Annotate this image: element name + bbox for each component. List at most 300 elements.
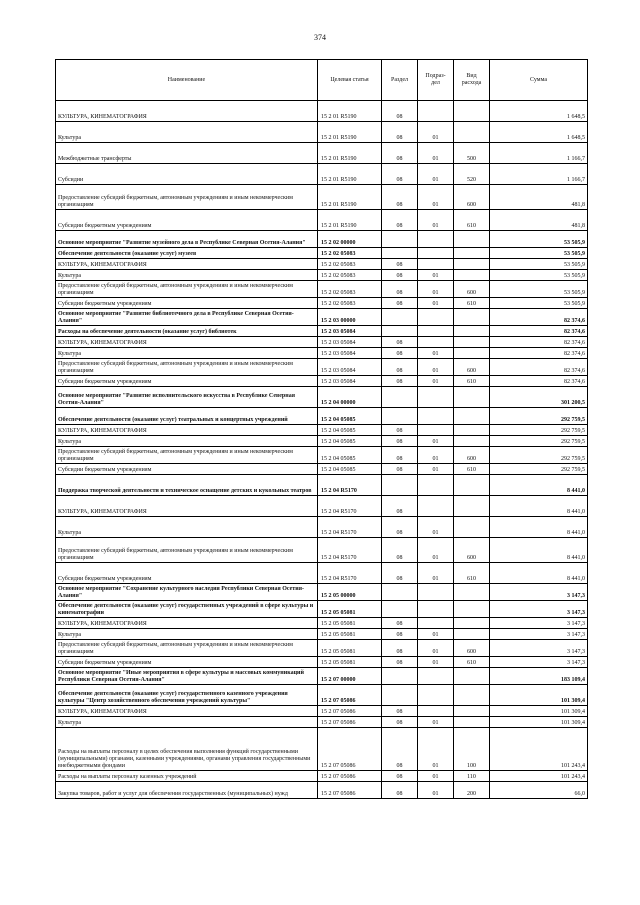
row-name-cell: КУЛЬТУРА, КИНЕМАТОГРАФИЯ [56,425,318,436]
row-target-cell: 15 2 03 00000 [318,309,382,326]
table-row [56,706,588,717]
row-section-cell: 08 [382,425,418,436]
row-section-cell [382,685,418,706]
row-expense-type-cell [454,337,490,348]
row-sum-cell: 292 759,5 [490,447,588,464]
row-expense-type-cell [454,668,490,685]
row-section-cell [382,668,418,685]
row-expense-type-cell [454,629,490,640]
table-row [56,629,588,640]
row-expense-type-cell [454,387,490,408]
row-sum-cell: 3 147,3 [490,618,588,629]
row-target-cell: 15 2 05 05081 [318,618,382,629]
row-target-cell: 15 2 01 R5190 [318,210,382,231]
row-sum-cell: 53 505,9 [490,259,588,270]
table-row [56,436,588,447]
row-sum-cell: 3 147,3 [490,629,588,640]
table-row [56,538,588,563]
row-name-cell: Культура [56,122,318,143]
row-section-cell: 08 [382,618,418,629]
row-name-cell: Культура [56,717,318,728]
table-row [56,143,588,164]
table-row [56,685,588,706]
row-target-cell: 15 2 07 05086 [318,771,382,782]
row-section-cell: 08 [382,101,418,122]
row-name-cell: Субсидии бюджетным учреждениям [56,298,318,309]
row-name-cell: Предоставление субсидий бюджетным, автономным учреждениям и иным некоммерческим организациям [56,447,318,464]
row-name-cell: Основное мероприятие "Развитие исполнительского искусства в Республике Северная Осетия-Алания" [56,387,318,408]
row-name-cell: Основное мероприятие "Сохранение культурного наследия Республики Северная Осетия-Алания" [56,584,318,601]
table-row [56,248,588,259]
row-name-cell: Культура [56,270,318,281]
row-subsection-cell: 01 [418,298,454,309]
row-name-cell: Обеспечение деятельности (оказание услуг) музеев [56,248,318,259]
row-name-cell: Обеспечение деятельности (оказание услуг) театральных и концертных учреждений [56,408,318,425]
row-target-cell: 15 2 01 R5190 [318,143,382,164]
table-row [56,668,588,685]
col-header-target: Целевая статья [318,60,382,101]
row-sum-cell: 53 505,9 [490,248,588,259]
row-section-cell [382,387,418,408]
row-name-cell: Основное мероприятие "Развитие библиотечного дела в Республике Северная Осетия-Алания" [56,309,318,326]
row-target-cell: 15 2 04 R5170 [318,517,382,538]
row-sum-cell: 1 166,7 [490,143,588,164]
row-section-cell: 08 [382,270,418,281]
row-subsection-cell: 01 [418,563,454,584]
row-subsection-cell: 01 [418,538,454,563]
row-sum-cell: 101 243,4 [490,771,588,782]
row-section-cell: 08 [382,563,418,584]
row-sum-cell: 292 759,5 [490,436,588,447]
row-name-cell: Обеспечение деятельности (оказание услуг) государственных учреждений в сфере культуры и кинематографии [56,601,318,618]
row-subsection-cell: 01 [418,210,454,231]
row-subsection-cell: 01 [418,464,454,475]
row-section-cell: 08 [382,436,418,447]
row-subsection-cell [418,309,454,326]
row-section-cell: 08 [382,281,418,298]
row-sum-cell: 3 147,3 [490,601,588,618]
row-target-cell: 15 2 03 05084 [318,376,382,387]
row-section-cell: 08 [382,210,418,231]
row-name-cell: Закупка товаров, работ и услуг для обеспечения государственных (муниципальных) нужд [56,782,318,799]
row-section-cell [382,475,418,496]
row-name-cell: Предоставление субсидий бюджетным, автономным учреждениям и иным некоммерческим организациям [56,538,318,563]
table-row [56,496,588,517]
row-target-cell: 15 2 07 05086 [318,717,382,728]
row-name-cell: Поддержка творческой деятельности и техническое оснащение детских и кукольных театров [56,475,318,496]
row-subsection-cell: 01 [418,517,454,538]
row-subsection-cell: 01 [418,629,454,640]
row-subsection-cell [418,326,454,337]
row-target-cell: 15 2 04 00000 [318,387,382,408]
row-target-cell: 15 2 01 R5190 [318,122,382,143]
row-sum-cell: 8 441,0 [490,517,588,538]
table-row [56,728,588,771]
row-target-cell: 15 2 07 05086 [318,706,382,717]
table-row [56,563,588,584]
row-sum-cell: 183 109,4 [490,668,588,685]
row-sum-cell: 53 505,9 [490,298,588,309]
row-subsection-cell: 01 [418,270,454,281]
table-row [56,601,588,618]
row-target-cell: 15 2 01 R5190 [318,164,382,185]
row-section-cell: 08 [382,359,418,376]
table-row [56,464,588,475]
row-sum-cell: 3 147,3 [490,584,588,601]
row-expense-type-cell: 600 [454,640,490,657]
row-subsection-cell [418,408,454,425]
row-expense-type-cell [454,101,490,122]
row-sum-cell: 53 505,9 [490,281,588,298]
row-sum-cell: 481,8 [490,210,588,231]
row-target-cell: 15 2 07 05086 [318,685,382,706]
table-row [56,584,588,601]
row-expense-type-cell [454,584,490,601]
row-section-cell: 08 [382,771,418,782]
table-row [56,259,588,270]
row-name-cell: КУЛЬТУРА, КИНЕМАТОГРАФИЯ [56,259,318,270]
row-subsection-cell [418,668,454,685]
page-number: 374 [314,33,326,42]
table-row [56,122,588,143]
row-name-cell: Субсидии бюджетным учреждениям [56,376,318,387]
row-subsection-cell [418,259,454,270]
table-row [56,231,588,248]
row-target-cell: 15 2 04 05085 [318,425,382,436]
row-name-cell: Предоставление субсидий бюджетным, автономным учреждениям и иным некоммерческим организациям [56,281,318,298]
row-sum-cell: 101 309,4 [490,685,588,706]
row-section-cell [382,326,418,337]
row-subsection-cell: 01 [418,771,454,782]
row-subsection-cell: 01 [418,143,454,164]
row-section-cell: 08 [382,538,418,563]
row-section-cell [382,231,418,248]
row-sum-cell: 101 243,4 [490,728,588,771]
row-subsection-cell [418,706,454,717]
row-sum-cell: 82 374,6 [490,326,588,337]
row-target-cell: 15 2 04 05085 [318,447,382,464]
row-sum-cell: 53 505,9 [490,231,588,248]
row-expense-type-cell [454,259,490,270]
row-name-cell: КУЛЬТУРА, КИНЕМАТОГРАФИЯ [56,706,318,717]
row-section-cell [382,584,418,601]
row-subsection-cell [418,101,454,122]
row-sum-cell: 53 505,9 [490,270,588,281]
row-target-cell: 15 2 04 R5170 [318,538,382,563]
row-name-cell: Основное мероприятие "Развитие музейного дела в Республике Северная Осетия-Алания" [56,231,318,248]
table-row [56,447,588,464]
row-expense-type-cell [454,496,490,517]
row-target-cell: 15 2 04 R5170 [318,496,382,517]
table-row [56,782,588,799]
row-sum-cell: 82 374,6 [490,309,588,326]
row-expense-type-cell: 600 [454,281,490,298]
row-expense-type-cell: 520 [454,164,490,185]
row-target-cell: 15 2 04 R5170 [318,475,382,496]
row-sum-cell: 66,0 [490,782,588,799]
row-subsection-cell [418,618,454,629]
row-section-cell: 08 [382,496,418,517]
table-row [56,408,588,425]
budget-table [55,59,588,799]
row-expense-type-cell: 200 [454,782,490,799]
row-subsection-cell [418,248,454,259]
row-target-cell: 15 2 05 05081 [318,657,382,668]
row-section-cell: 08 [382,337,418,348]
row-section-cell: 08 [382,143,418,164]
table-row [56,337,588,348]
row-name-cell: Субсидии бюджетным учреждениям [56,464,318,475]
row-section-cell: 08 [382,640,418,657]
row-sum-cell: 1 648,5 [490,101,588,122]
row-target-cell: 15 2 04 05085 [318,436,382,447]
row-name-cell: Культура [56,517,318,538]
row-expense-type-cell [454,618,490,629]
row-subsection-cell: 01 [418,185,454,210]
row-subsection-cell: 01 [418,164,454,185]
table-row [56,270,588,281]
row-subsection-cell [418,231,454,248]
row-sum-cell: 292 759,5 [490,425,588,436]
row-expense-type-cell [454,348,490,359]
row-expense-type-cell [454,408,490,425]
row-subsection-cell: 01 [418,281,454,298]
row-target-cell: 15 2 01 R5190 [318,185,382,210]
row-name-cell: Культура [56,629,318,640]
row-subsection-cell: 01 [418,782,454,799]
row-name-cell: Расходы на выплаты персоналу в целях обеспечения выполнения функций государственными (муниципальными) органами, казенными учреждениями, органами управления государственными внебюджетными фондами [56,728,318,771]
row-name-cell: Культура [56,348,318,359]
row-name-cell: Субсидии бюджетным учреждениям [56,563,318,584]
row-expense-type-cell: 610 [454,376,490,387]
row-section-cell: 08 [382,376,418,387]
row-target-cell: 15 2 02 05083 [318,270,382,281]
table-body [56,101,588,799]
row-sum-cell: 8 441,0 [490,538,588,563]
table-row [56,475,588,496]
row-sum-cell: 292 759,5 [490,408,588,425]
row-subsection-cell [418,685,454,706]
row-subsection-cell: 01 [418,376,454,387]
row-name-cell: Предоставление субсидий бюджетным, автономным учреждениям и иным некоммерческим организациям [56,640,318,657]
row-section-cell: 08 [382,122,418,143]
row-target-cell: 15 2 05 05081 [318,629,382,640]
row-name-cell: Культура [56,436,318,447]
row-target-cell: 15 2 03 05084 [318,359,382,376]
row-target-cell: 15 2 04 05085 [318,464,382,475]
table-header-row [56,60,588,101]
row-expense-type-cell: 610 [454,657,490,668]
table-row [56,309,588,326]
row-subsection-cell [418,387,454,408]
table-row [56,326,588,337]
row-expense-type-cell [454,685,490,706]
col-header-section: Раздел [382,60,418,101]
row-name-cell: КУЛЬТУРА, КИНЕМАТОГРАФИЯ [56,337,318,348]
row-sum-cell: 82 374,6 [490,359,588,376]
row-target-cell: 15 2 02 00000 [318,231,382,248]
row-section-cell: 08 [382,464,418,475]
row-name-cell: КУЛЬТУРА, КИНЕМАТОГРАФИЯ [56,618,318,629]
row-expense-type-cell [454,717,490,728]
row-name-cell: Субсидии бюджетным учреждениям [56,210,318,231]
row-subsection-cell [418,475,454,496]
row-expense-type-cell [454,425,490,436]
row-section-cell: 08 [382,706,418,717]
table-row [56,771,588,782]
row-subsection-cell: 01 [418,717,454,728]
row-section-cell: 08 [382,185,418,210]
row-expense-type-cell: 610 [454,563,490,584]
row-sum-cell: 82 374,6 [490,337,588,348]
row-subsection-cell [418,584,454,601]
row-expense-type-cell: 600 [454,185,490,210]
row-target-cell: 15 2 07 05086 [318,728,382,771]
table-row [56,298,588,309]
row-expense-type-cell: 610 [454,210,490,231]
table-row [56,425,588,436]
row-sum-cell: 1 648,5 [490,122,588,143]
row-target-cell: 15 2 05 00000 [318,584,382,601]
row-expense-type-cell [454,326,490,337]
row-target-cell: 15 2 07 05086 [318,782,382,799]
row-section-cell: 08 [382,629,418,640]
table-row [56,359,588,376]
col-header-name: Наименование [56,60,318,101]
row-expense-type-cell [454,475,490,496]
row-expense-type-cell [454,270,490,281]
row-expense-type-cell [454,706,490,717]
row-subsection-cell: 01 [418,122,454,143]
table-row [56,618,588,629]
row-target-cell: 15 2 01 R5190 [318,101,382,122]
row-sum-cell: 481,8 [490,185,588,210]
row-expense-type-cell: 600 [454,447,490,464]
row-section-cell: 08 [382,348,418,359]
row-sum-cell: 101 309,4 [490,717,588,728]
table-row [56,640,588,657]
row-expense-type-cell [454,248,490,259]
col-header-expense-type: Вид расхода [454,60,490,101]
row-name-cell: Субсидии бюджетным учреждениям [56,657,318,668]
table-row [56,657,588,668]
row-section-cell: 08 [382,717,418,728]
row-target-cell: 15 2 02 05083 [318,281,382,298]
table-row [56,281,588,298]
row-expense-type-cell [454,309,490,326]
row-expense-type-cell: 610 [454,464,490,475]
row-target-cell: 15 2 02 05083 [318,259,382,270]
row-sum-cell: 1 166,7 [490,164,588,185]
row-section-cell [382,601,418,618]
row-sum-cell: 8 441,0 [490,563,588,584]
table-row [56,101,588,122]
row-name-cell: Субсидии [56,164,318,185]
row-target-cell: 15 2 03 05084 [318,348,382,359]
row-expense-type-cell: 600 [454,538,490,563]
row-name-cell: Предоставление субсидий бюджетным, автономным учреждениям и иным некоммерческим организациям [56,185,318,210]
table-row [56,517,588,538]
row-expense-type-cell: 110 [454,771,490,782]
row-target-cell: 15 2 07 00000 [318,668,382,685]
row-sum-cell: 3 147,3 [490,640,588,657]
row-target-cell: 15 2 02 05083 [318,248,382,259]
row-sum-cell: 301 200,5 [490,387,588,408]
row-expense-type-cell: 100 [454,728,490,771]
row-subsection-cell [418,601,454,618]
table-row [56,376,588,387]
row-subsection-cell [418,496,454,517]
table-row [56,717,588,728]
table-row [56,348,588,359]
col-header-subsection: Подраз- дел [418,60,454,101]
table-row [56,387,588,408]
table-row [56,210,588,231]
row-name-cell: Расходы на выплаты персоналу казенных учреждений [56,771,318,782]
row-expense-type-cell [454,601,490,618]
row-sum-cell: 8 441,0 [490,496,588,517]
row-target-cell: 15 2 04 R5170 [318,563,382,584]
row-sum-cell: 82 374,6 [490,376,588,387]
row-subsection-cell: 01 [418,657,454,668]
row-name-cell: КУЛЬТУРА, КИНЕМАТОГРАФИЯ [56,496,318,517]
row-section-cell [382,408,418,425]
row-sum-cell: 292 759,5 [490,464,588,475]
row-subsection-cell: 01 [418,348,454,359]
row-name-cell: Межбюджетные трансферты [56,143,318,164]
row-section-cell: 08 [382,164,418,185]
row-expense-type-cell: 610 [454,298,490,309]
row-name-cell: КУЛЬТУРА, КИНЕМАТОГРАФИЯ [56,101,318,122]
row-section-cell: 08 [382,447,418,464]
col-header-sum: Сумма [490,60,588,101]
row-section-cell: 08 [382,517,418,538]
row-subsection-cell: 01 [418,447,454,464]
row-expense-type-cell [454,517,490,538]
row-expense-type-cell: 600 [454,359,490,376]
row-section-cell: 08 [382,782,418,799]
table-row [56,164,588,185]
row-section-cell: 08 [382,728,418,771]
row-section-cell [382,248,418,259]
row-name-cell: Расходы на обеспечение деятельности (оказание услуг) библиотек [56,326,318,337]
row-target-cell: 15 2 03 05084 [318,337,382,348]
row-expense-type-cell [454,231,490,248]
row-section-cell: 08 [382,298,418,309]
row-target-cell: 15 2 04 05085 [318,408,382,425]
row-target-cell: 15 2 02 05083 [318,298,382,309]
row-section-cell [382,309,418,326]
row-target-cell: 15 2 05 05081 [318,640,382,657]
row-sum-cell: 101 309,4 [490,706,588,717]
row-name-cell: Основное мероприятие "Иные мероприятия в сфере культуры и массовых коммуникаций Республики Северная Осетия-Алания" [56,668,318,685]
row-name-cell: Обеспечение деятельности (оказание услуг) государственного казенного учреждения культуры "Центр хозяйственного обеспечения учреждений культуры" [56,685,318,706]
row-name-cell: Предоставление субсидий бюджетным, автономным учреждениям и иным некоммерческим организациям [56,359,318,376]
row-target-cell: 15 2 05 05081 [318,601,382,618]
row-expense-type-cell [454,122,490,143]
table-row [56,185,588,210]
row-subsection-cell [418,425,454,436]
row-subsection-cell: 01 [418,640,454,657]
row-subsection-cell [418,337,454,348]
row-sum-cell: 82 374,6 [490,348,588,359]
row-section-cell: 08 [382,259,418,270]
row-subsection-cell: 01 [418,359,454,376]
row-expense-type-cell: 500 [454,143,490,164]
row-sum-cell: 3 147,3 [490,657,588,668]
row-subsection-cell: 01 [418,728,454,771]
row-expense-type-cell [454,436,490,447]
